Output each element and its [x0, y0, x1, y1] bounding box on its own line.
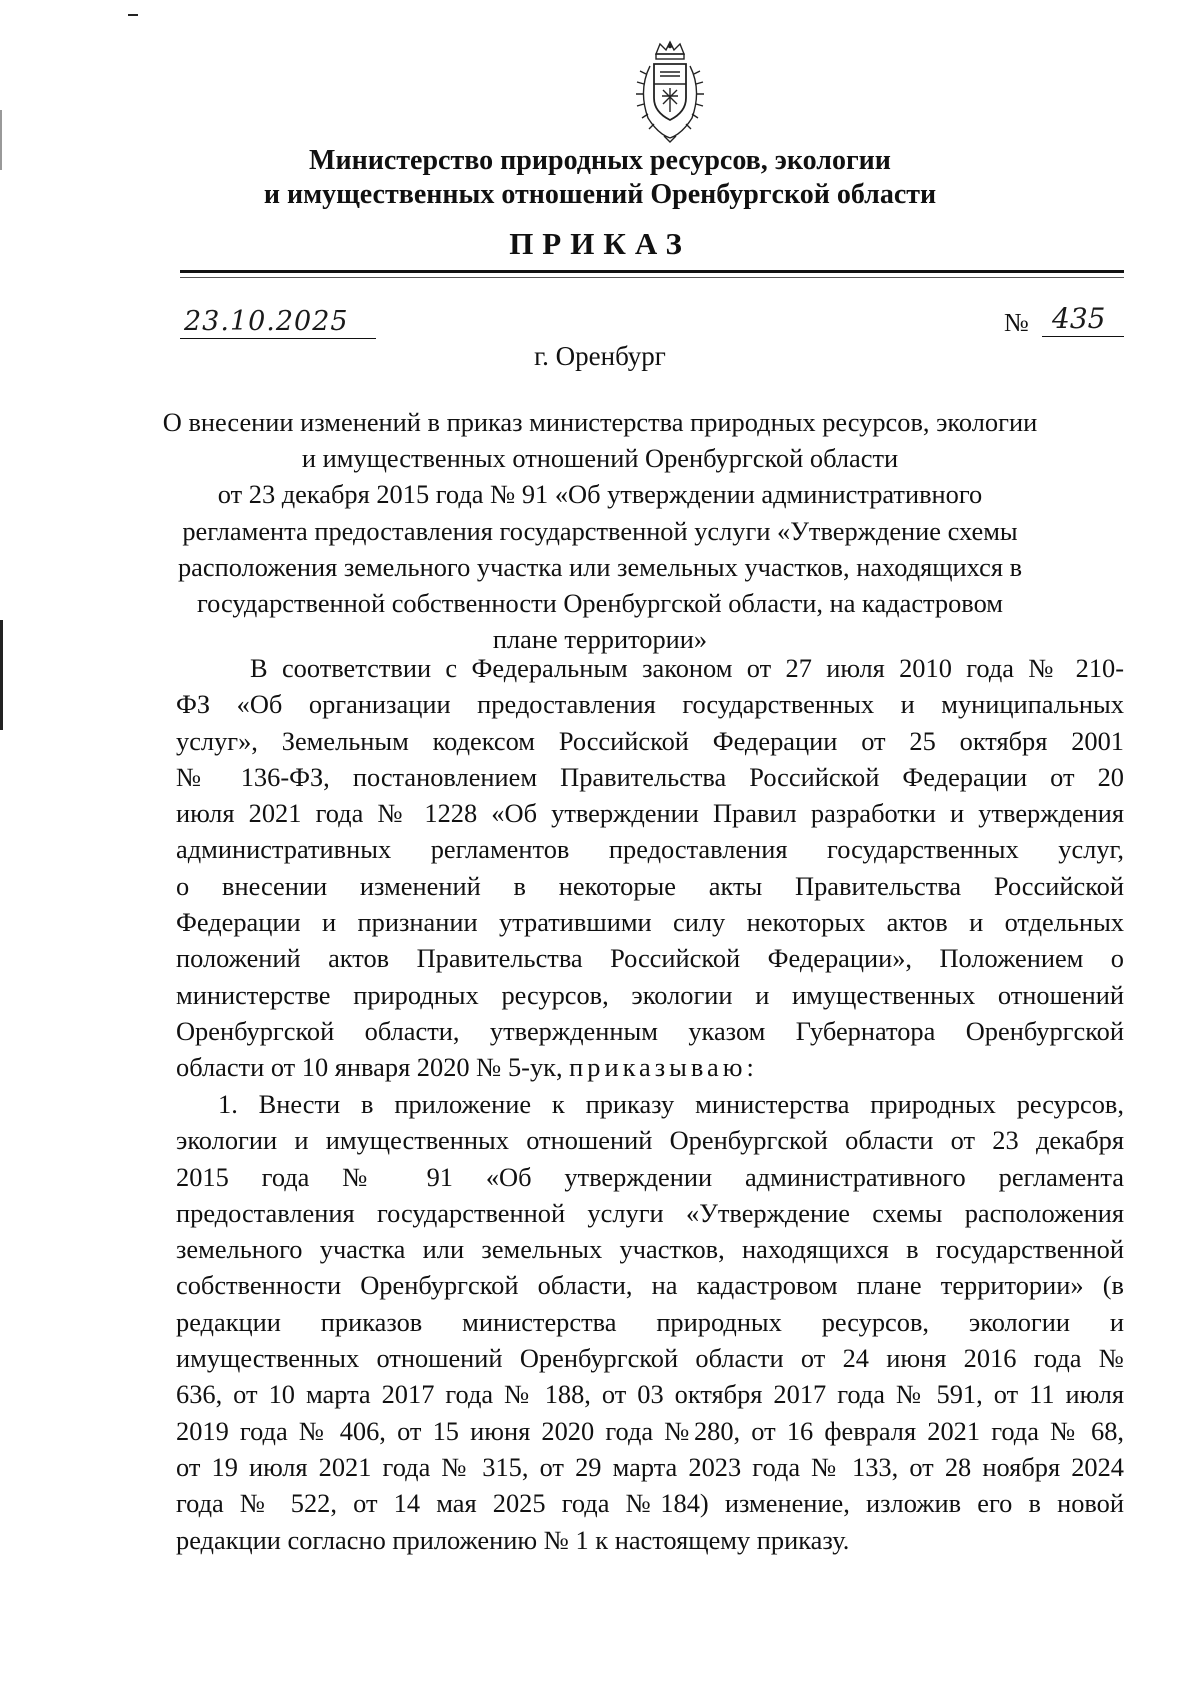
paragraph-line: Федерации и признании утратившими силу некоторых актов и отдельных: [176, 907, 1124, 938]
scan-artifact-left-2: [0, 620, 3, 730]
scan-artifact-top: [128, 14, 138, 16]
subject-line: государственной собственности Оренбургской области, на кадастровом: [197, 588, 1003, 619]
paragraph-line: предоставления государственной услуги «Утверждение схемы расположения: [176, 1197, 1124, 1228]
paragraph-line: о внесении изменений в некоторые акты Правительства Российской: [176, 870, 1124, 901]
order-verb: приказываю:: [569, 1052, 758, 1083]
number-underline: [1042, 304, 1124, 337]
order-subject: [160, 404, 1040, 657]
handwritten-number: 435: [1052, 302, 1106, 335]
paragraph-line: собственности Оренбургской области, на кадастровом плане территории» (в: [176, 1270, 1124, 1301]
preamble-paragraph: [176, 650, 1124, 1086]
scan-artifact-left-1: [0, 110, 2, 170]
document-type-title: ПРИКАЗ: [509, 226, 691, 261]
paragraph-line: В соответствии с Федеральным законом от 27 июля 2010 года № 210-: [250, 653, 1124, 683]
paragraph-line: 1. Внести в приложение к приказу министерства природных ресурсов,: [218, 1089, 1124, 1119]
date-field: [180, 306, 376, 339]
subject-line: О внесении изменений в приказ министерства природных ресурсов, экологии: [162, 407, 1038, 437]
header-rule-thin: [180, 277, 1124, 278]
order-number-field: [1004, 304, 1124, 338]
coat-of-arms-icon: [626, 40, 714, 144]
paragraph-line-final: редакции согласно приложению № 1 к настоящему приказу.: [176, 1524, 850, 1555]
order-item-1: [176, 1086, 1124, 1558]
ministry-name-line1: Министерство природных ресурсов, экологии: [309, 145, 891, 176]
subject-line: регламента предоставления государственной услуги «Утверждение схемы: [182, 515, 1018, 546]
paragraph-line: имущественных отношений Оренбургской области от 24 июня 2016 года №: [176, 1343, 1124, 1374]
number-label: №: [1004, 308, 1029, 337]
paragraph-line-final: [176, 1049, 1124, 1085]
paragraph-line: Оренбургской области, утвержденным указом Губернатора Оренбургской: [176, 1015, 1124, 1046]
subject-line: расположения земельного участка или земельных участков, находящихся в: [177, 551, 1023, 582]
paragraph-line: редакции приказов министерства природных ресурсов, экологии и: [176, 1306, 1124, 1337]
handwritten-date: 23.10.2025: [184, 306, 349, 337]
subject-line: плане территории»: [492, 624, 708, 655]
paragraph-line: года № 522, от 14 мая 2025 года №184) изменение, изложив его в новой: [176, 1488, 1124, 1519]
ministry-name-line2: и имущественных отношений Оренбургской области: [263, 179, 937, 210]
paragraph-line: июля 2021 года № 1228 «Об утверждении Правил разработки и утверждения: [176, 798, 1124, 829]
paragraph-line: ФЗ «Об организации предоставления государственных и муниципальных: [176, 689, 1124, 720]
paragraph-line: от 19 июля 2021 года № 315, от 29 марта 2023 года № 133, от 28 ноября 2024: [176, 1451, 1124, 1482]
city: г. Оренбург: [534, 341, 666, 371]
paragraph-line: положений актов Правительства Российской Федерации», Положением о: [176, 943, 1124, 974]
paragraph-line: 2019 года № 406, от 15 июня 2020 года №280, от 16 февраля 2021 года № 68,: [176, 1415, 1124, 1446]
paragraph-line: услуг», Земельным кодексом Российской Федерации от 25 октября 2001: [176, 725, 1124, 756]
preamble-closing-text: области от 10 января 2020 № 5-ук,: [176, 1052, 563, 1083]
paragraph-line: министерстве природных ресурсов, экологии и имущественных отношений: [176, 979, 1124, 1010]
paragraph-line: 2015 года № 91 «Об утверждении административного регламента: [176, 1161, 1124, 1192]
paragraph-line: 636, от 10 марта 2017 года № 188, от 03 октября 2017 года № 591, от 11 июля: [176, 1379, 1124, 1410]
paragraph-line: № 136-ФЗ, постановлением Правительства Российской Федерации от 20: [176, 761, 1124, 792]
subject-line: и имущественных отношений Оренбургской области: [301, 443, 899, 474]
paragraph-line: экологии и имущественных отношений Оренбургской области от 23 декабря: [176, 1125, 1124, 1156]
paragraph-line: административных регламентов предоставления государственных услуг,: [176, 834, 1124, 865]
header-rule: [180, 270, 1124, 273]
paragraph-line: земельного участка или земельных участков, находящихся в государственной: [176, 1234, 1124, 1265]
subject-line: от 23 декабря 2015 года № 91 «Об утверждении административного: [217, 479, 983, 510]
